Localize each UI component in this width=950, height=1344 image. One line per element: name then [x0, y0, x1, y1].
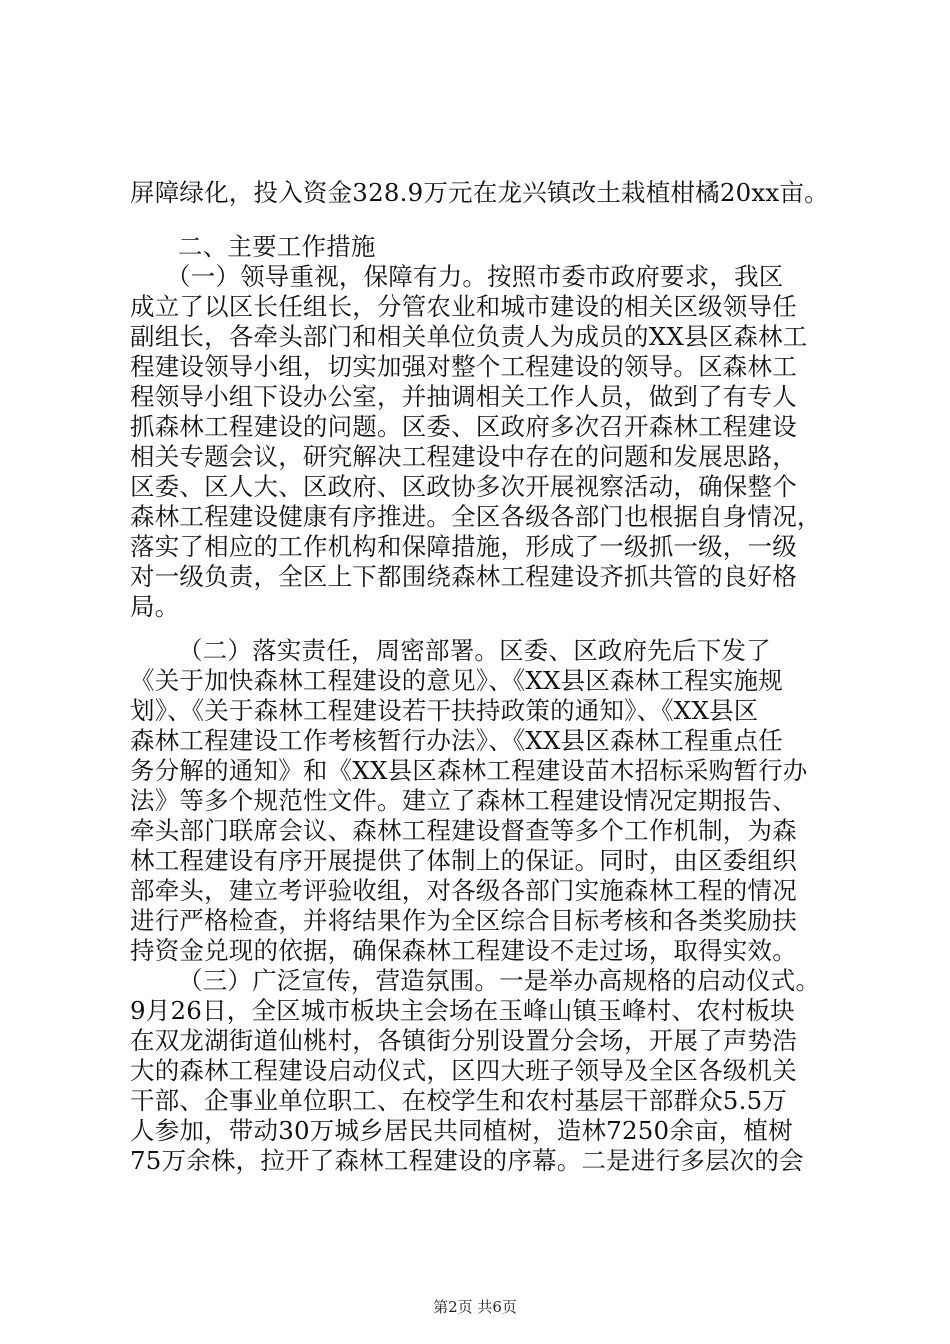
text-line: 对一级负责，全区上下都围绕森林工程建设齐抓共管的良好格 [130, 562, 797, 591]
text-line: 部牵头，建立考评验收组，对各级各部门实施森林工程的情况 [130, 876, 797, 905]
text-line: 75万余株，拉开了森林工程建设的序幕。二是进行多层次的会 [130, 1146, 804, 1175]
text-line: 划》、《关于森林工程建设若干扶持政策的通知》、《XX县区 [130, 696, 759, 725]
text-line: 相关专题会议，研究解决工程建设中存在的问题和发展思路， [130, 442, 797, 471]
text-line: 程建设领导小组，切实加强对整个工程建设的领导。区森林工 [130, 352, 797, 381]
text-line: 程领导小组下设办公室，并抽调相关工作人员，做到了有专人 [130, 382, 797, 411]
text-line: 牵头部门联席会议、森林工程建设督查等多个工作机制，为森 [130, 816, 797, 845]
text-line: 成立了以区长任组长，分管农业和城市建设的相关区级领导任 [130, 292, 797, 321]
text-line: 大的森林工程建设启动仪式，区四大班子领导及全区各级机关 [130, 1056, 797, 1085]
paragraph-start: （三）广泛宣传，营造氛围。一是举办高规格的启动仪式。 [178, 966, 821, 995]
text-line: 9月26日，全区城市板块主会场在玉峰山镇玉峰村、农村板块 [130, 996, 795, 1025]
text-line: 《关于加快森林工程建设的意见》、《XX县区森林工程实施规 [130, 666, 783, 695]
section-heading: 二、主要工作措施 [178, 232, 376, 261]
text-line: 抓森林工程建设的问题。区委、区政府多次召开森林工程建设 [130, 412, 797, 441]
text-line: 务分解的通知》和《XX县区森林工程建设苗木招标采购暂行办 [130, 756, 808, 785]
text-line: 区委、区人大、区政府、区政协多次开展视察活动，确保整个 [130, 472, 797, 501]
text-line: 局。 [130, 592, 180, 621]
text-line: 持资金兑现的依据，确保森林工程建设不走过场，取得实效。 [130, 936, 797, 965]
text-line: 副组长，各牵头部门和相关单位负责人为成员的XX县区森林工 [130, 322, 808, 351]
text-line: 林工程建设有序开展提供了体制上的保证。同时，由区委组织 [130, 846, 797, 875]
text-line: 落实了相应的工作机构和保障措施，形成了一级抓一级，一级 [130, 532, 797, 561]
page-number-footer: 第2页 共6页 [433, 1298, 517, 1316]
text-line: 人参加，带动30万城乡居民共同植树，造林7250余亩，植树 [130, 1116, 793, 1145]
text-line: 森林工程建设健康有序推进。全区各级各部门也根据自身情况， [130, 502, 822, 531]
paragraph-start: （二）落实责任，周密部署。区委、区政府先后下发了 [178, 636, 771, 665]
paragraph-start: （一）领导重视，保障有力。按照市委市政府要求，我区 [166, 262, 784, 291]
text-line: 干部、企事业单位职工、在校学生和农村基层干部群众5.5万 [130, 1086, 788, 1115]
text-line: 法》等多个规范性文件。建立了森林工程建设情况定期报告、 [130, 786, 797, 815]
text-line: 进行严格检查，并将结果作为全区综合目标考核和各类奖励扶 [130, 906, 797, 935]
text-line: 森林工程建设工作考核暂行办法》、《XX县区森林工程重点任 [130, 726, 783, 755]
text-line: 屏障绿化，投入资金328.9万元在龙兴镇改土栽植柑橘20xx亩。 [130, 178, 829, 207]
text-line: 在双龙湖街道仙桃村，各镇街分别设置分会场，开展了声势浩 [130, 1026, 797, 1055]
